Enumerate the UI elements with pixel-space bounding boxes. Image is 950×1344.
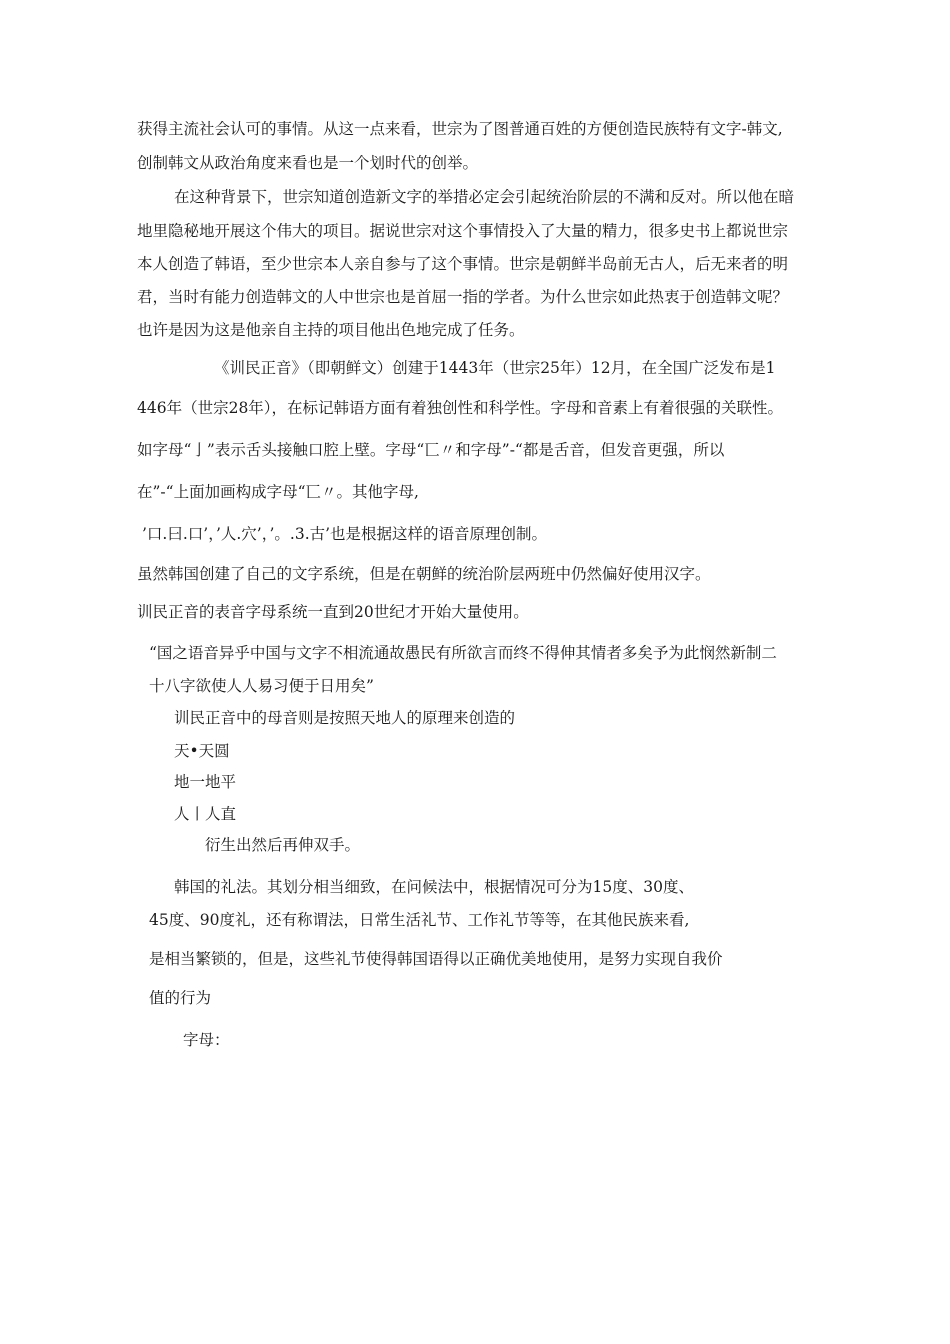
text-line: 天•天圆 — [174, 742, 230, 760]
text-line: 训民正音中的母音则是按照天地人的原理来创造的 — [174, 709, 516, 727]
text-line: 值的行为 — [149, 989, 212, 1007]
text-line: 地一地平 — [174, 773, 237, 791]
text-line: 如字母“亅”表示舌头接触口腔上壁。字母“匸〃和字母”-“都是舌音，但发音更强，所以 — [137, 441, 725, 459]
text-line: ’口.曰.口’，’人.穴’，’。.3.古’也是根据这样的语音原理创制。 — [142, 525, 548, 543]
text-line: 十八字欲使人人易习便于日用矣” — [149, 677, 374, 695]
text-line: “国之语音异乎中国与文字不相流通故愚民有所欲言而终不得伸其情者多矣予为此悯然新制二 — [149, 644, 777, 662]
text-line: 《训民正音》（即朝鲜文）创建于1443年（世宗25年）12月，在全国广泛发布是1 — [214, 359, 776, 377]
text-line: 衍生出然后再伸双手。 — [205, 836, 361, 854]
text-line: 在这种背景下，世宗知道创造新文字的举措必定会引起统治阶层的不满和反对。所以他在暗 — [174, 188, 795, 206]
text-line: 也许是因为这是他亲自主持的项目他出色地完成了任务。 — [137, 321, 525, 339]
text-line: 创制韩文从政治角度来看也是一个划时代的创举。 — [137, 154, 479, 172]
text-line: 字母： — [183, 1031, 230, 1049]
text-line: 韩国的礼法。其划分相当细致，在问候法中，根据情况可分为15度、30度、 — [174, 878, 694, 896]
text-line: 446年（世宗28年），在标记韩语方面有着独创性和科学性。字母和音素上有着很强的关联性。 — [137, 399, 784, 417]
text-line: 在”-“上面加画构成字母“匸〃。其他字母, — [137, 483, 419, 501]
text-line: 本人创造了韩语，至少世宗本人亲自参与了这个事情。世宗是朝鲜半岛前无古人，后无来者的明 — [137, 255, 789, 273]
text-line: 虽然韩国创建了自己的文字系统，但是在朝鲜的统治阶层两班中仍然偏好使用汉字。 — [137, 565, 711, 583]
text-line: 君，当时有能力创造韩文的人中世宗也是首屈一指的学者。为什么世宗如此热衷于创造韩文呢？ — [137, 288, 789, 306]
text-line: 地里隐秘地开展这个伟大的项目。据说世宗对这个事情投入了大量的精力，很多史书上都说世宗 — [137, 222, 789, 240]
text-line: 是相当繁锁的，但是，这些礼节使得韩国语得以正确优美地使用，是努力实现自我价 — [149, 950, 723, 968]
text-line: 45度、90度礼，还有称谓法，日常生活礼节、工作礼节等等，在其他民族来看, — [149, 911, 690, 929]
text-line: 获得主流社会认可的事情。从这一点来看，世宗为了图普通百姓的方便创造民族特有文字-韩文, — [137, 120, 783, 138]
text-line: 训民正音的表音字母系统一直到20世纪才开始大量使用。 — [137, 603, 529, 621]
text-line: 人丨人直 — [174, 805, 237, 823]
